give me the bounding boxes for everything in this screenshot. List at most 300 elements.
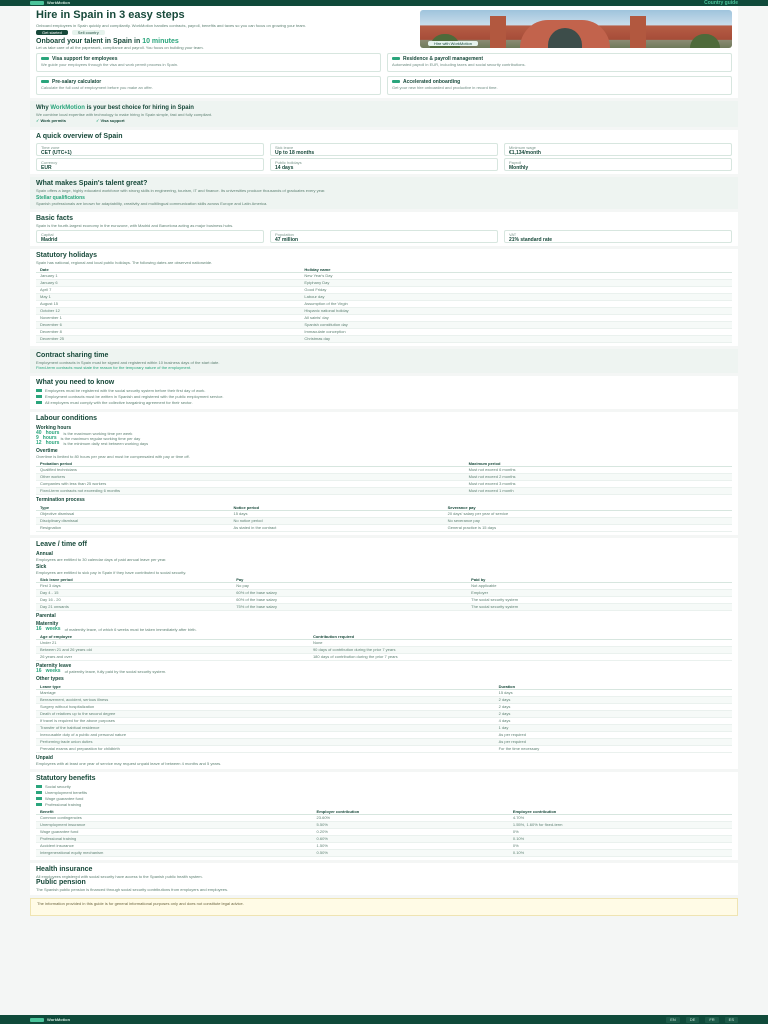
language-link[interactable]: DE bbox=[686, 1017, 700, 1023]
need-item bbox=[36, 388, 732, 393]
table-cell: 26 years and over bbox=[36, 654, 309, 661]
card-desc: Automated payroll in EUR, including taxes and social security contributions. bbox=[392, 62, 526, 67]
table-row bbox=[36, 718, 732, 725]
disclaimer: The information provided in this guide is for general informational purposes only and does not constitute legal advice. bbox=[30, 898, 738, 916]
table-header: Contribution required bbox=[309, 634, 732, 640]
basics-label: Population bbox=[275, 232, 294, 237]
table-row bbox=[36, 287, 732, 294]
table-row bbox=[36, 329, 732, 336]
basics-grid bbox=[36, 230, 732, 243]
table-cell: May 1 bbox=[36, 294, 300, 301]
table-row bbox=[36, 822, 732, 829]
table-cell: No notice period bbox=[229, 518, 443, 525]
table-row bbox=[36, 525, 732, 532]
table-cell: 2 days bbox=[495, 697, 732, 704]
table-cell: 0% bbox=[509, 829, 732, 836]
table-cell: August 15 bbox=[36, 301, 300, 308]
table-row bbox=[36, 518, 732, 525]
language-link[interactable]: ES bbox=[725, 1017, 738, 1023]
hours-unit: hours bbox=[45, 430, 60, 436]
holidays-table bbox=[36, 267, 732, 343]
hours-unit: hours bbox=[42, 435, 57, 441]
hero-image-tower bbox=[630, 16, 646, 48]
onboard-card[interactable] bbox=[36, 53, 381, 72]
annual-label: Annual bbox=[36, 551, 53, 557]
probation-table bbox=[36, 461, 732, 495]
table-cell: All saints' day bbox=[300, 315, 732, 322]
table-cell: Unemployment insurance bbox=[36, 822, 313, 829]
pension-title: Public pension bbox=[36, 879, 86, 886]
overview-grid bbox=[36, 143, 732, 171]
benefit-item bbox=[36, 790, 732, 795]
table-cell: 2 days bbox=[495, 704, 732, 711]
other-label: Other types bbox=[36, 676, 64, 682]
overview-label: Public holidays bbox=[275, 160, 302, 165]
table-header: Paid by bbox=[467, 577, 732, 583]
table-cell: Must not exceed 2 months bbox=[465, 474, 732, 481]
table-header: Date bbox=[36, 267, 300, 273]
bullet-icon bbox=[36, 389, 42, 392]
table-cell: Between 21 and 26 years old bbox=[36, 647, 309, 654]
hours-unit: hours bbox=[45, 440, 60, 446]
table-cell: 2 days bbox=[495, 711, 732, 718]
table-cell: December 6 bbox=[36, 322, 300, 329]
table-header: Sick leave period bbox=[36, 577, 232, 583]
overview-value: Monthly bbox=[509, 165, 529, 171]
card-desc: We guide your employees through the visa and work permit process in Spain. bbox=[41, 62, 179, 67]
bullet-icon bbox=[36, 803, 42, 806]
hours-text: is the minimum daily rest between working days bbox=[63, 441, 149, 446]
table-header: Type bbox=[36, 505, 229, 511]
working-hours-label: Working hours bbox=[36, 425, 72, 431]
overview-label: Minimum wage bbox=[509, 145, 536, 150]
table-cell: 60% of the base salary bbox=[232, 590, 467, 597]
table-row bbox=[36, 280, 732, 287]
benefit-text: Unemployment benefits bbox=[45, 790, 88, 795]
table-cell: 60% of the base salary bbox=[232, 597, 467, 604]
table-cell: Surgery without hospitalization bbox=[36, 704, 495, 711]
maternity-text: of maternity leave, of which 6 weeks must be taken immediately after birth. bbox=[64, 627, 197, 632]
table-header: Duration bbox=[495, 684, 732, 690]
table-cell: Epiphany Day bbox=[300, 280, 732, 287]
table-cell: Death of relatives up to the second degree bbox=[36, 711, 495, 718]
table-cell: New Year's Day bbox=[300, 273, 732, 280]
table-header: Probation period bbox=[36, 461, 465, 467]
basics-item bbox=[36, 230, 264, 243]
table-header: Employer contribution bbox=[313, 809, 509, 815]
table-header: Pay bbox=[232, 577, 467, 583]
table-cell: Immaculate conception bbox=[300, 329, 732, 336]
pension-text: The Spanish public pension is financed through social security contributions from employers and employees. bbox=[36, 887, 229, 892]
logo[interactable] bbox=[30, 1, 70, 5]
maternity-unit: weeks bbox=[45, 626, 61, 632]
sell-country-button[interactable]: Sell country bbox=[72, 30, 105, 35]
paternity-num: 16 bbox=[36, 668, 42, 674]
table-cell: Inexcusable duty of a public and personal nature bbox=[36, 732, 495, 739]
need-text: All employers must comply with the collective bargaining agreement for their sector. bbox=[45, 400, 193, 405]
table-cell: Fixed-term contracts not exceeding 6 months bbox=[36, 488, 465, 495]
hours-num: 9 bbox=[36, 435, 39, 441]
hours-num: 12 bbox=[36, 440, 42, 446]
health-section bbox=[30, 863, 738, 895]
check-item: ✓ Visa support bbox=[96, 118, 125, 124]
table-row bbox=[36, 308, 732, 315]
overview-section bbox=[30, 130, 738, 174]
maternity-table bbox=[36, 634, 732, 661]
table-row bbox=[36, 583, 732, 590]
need-title: What you need to know bbox=[36, 379, 115, 386]
sick-text: Employees are entitled to sick pay in Spain if they have contributed to social security. bbox=[36, 570, 187, 575]
overview-item bbox=[270, 143, 498, 156]
hours-num: 40 bbox=[36, 430, 42, 436]
need-section bbox=[30, 376, 738, 409]
table-header: Age of employee bbox=[36, 634, 309, 640]
table-cell: Must not exceed 3 months bbox=[465, 481, 732, 488]
table-row bbox=[36, 746, 732, 753]
table-cell: Good Friday bbox=[300, 287, 732, 294]
table-row bbox=[36, 843, 732, 850]
overview-item bbox=[504, 158, 732, 171]
why-desc: We combine local expertise with technology to make hiring in Spain simple, fast and fully compliant. bbox=[36, 112, 213, 117]
table-cell: 75% of the base salary bbox=[232, 604, 467, 611]
table-row bbox=[36, 815, 732, 822]
table-cell: Labour day bbox=[300, 294, 732, 301]
unpaid-label: Unpaid bbox=[36, 755, 53, 761]
table-cell: 1 day bbox=[495, 725, 732, 732]
hero-image-caption[interactable]: Hire with WorkMotion bbox=[428, 41, 478, 46]
onboard-cards bbox=[36, 53, 732, 95]
onboard-subtitle: Let us take care of all the paperwork, compliance and payroll. You focus on building your team. bbox=[36, 45, 204, 50]
holidays-title: Statutory holidays bbox=[36, 252, 98, 259]
table-cell: Accident insurance bbox=[36, 843, 313, 850]
parental-label: Parental bbox=[36, 613, 56, 619]
contract-title: Contract sharing time bbox=[36, 352, 109, 359]
health-text: All employees registered with social security have access to the Spanish public health system. bbox=[36, 874, 203, 879]
card-desc: Calculate the full cost of employment before you make an offer. bbox=[41, 85, 153, 90]
table-cell: 0.50% bbox=[313, 850, 509, 857]
overtime-label: Overtime bbox=[36, 448, 58, 454]
holidays-section bbox=[30, 249, 738, 346]
basics-label: Capital bbox=[41, 232, 54, 237]
table-row bbox=[36, 273, 732, 280]
paternity-unit: weeks bbox=[45, 668, 61, 674]
overview-item bbox=[270, 158, 498, 171]
calculator-icon bbox=[41, 80, 49, 83]
table-cell: Prenatal exams and preparation for childbirth bbox=[36, 746, 495, 753]
onboard-card[interactable] bbox=[387, 76, 732, 95]
hero-title: Hire in Spain in 3 easy steps bbox=[36, 9, 185, 21]
table-row bbox=[36, 836, 732, 843]
basics-title: Basic facts bbox=[36, 215, 73, 222]
unpaid-text: Employees with at least one year of service may request unpaid leave of between 4 months and 5 years. bbox=[36, 761, 222, 766]
talent-sub-label: Stellar qualifications bbox=[36, 195, 85, 201]
hero-section bbox=[30, 6, 738, 98]
table-row bbox=[36, 604, 732, 611]
table-cell: Day 16 - 20 bbox=[36, 597, 232, 604]
footer-logo-text: WorkMotion bbox=[47, 1016, 71, 1022]
paternity-text: of paternity leave, fully paid by the social security system. bbox=[64, 669, 167, 674]
table-cell: December 8 bbox=[36, 329, 300, 336]
basics-value: Madrid bbox=[41, 237, 58, 243]
table-header: Notice period bbox=[229, 505, 443, 511]
bullet-icon bbox=[36, 797, 42, 800]
table-cell: 0.60% bbox=[313, 836, 509, 843]
why-title-suffix: is your best choice for hiring in Spain bbox=[84, 105, 194, 111]
card-title: Residence & payroll management bbox=[403, 56, 484, 62]
table-row bbox=[36, 732, 732, 739]
overview-value: CET (UTC+1) bbox=[41, 150, 72, 156]
table-header: Holiday name bbox=[300, 267, 732, 273]
table-row bbox=[36, 829, 732, 836]
hours-item bbox=[36, 441, 732, 446]
logo-text: WorkMotion bbox=[47, 0, 71, 5]
overview-value: EUR bbox=[41, 165, 52, 171]
language-links bbox=[666, 1017, 738, 1023]
labour-section bbox=[30, 412, 738, 535]
overview-label: Currency bbox=[41, 160, 58, 165]
card-desc: Get your new hire onboarded and productive in record time. bbox=[392, 85, 498, 90]
maternity-num: 16 bbox=[36, 626, 42, 632]
country-guide-link[interactable]: Country guide bbox=[704, 0, 738, 6]
footer bbox=[0, 1015, 768, 1024]
table-cell: Resignation bbox=[36, 525, 229, 532]
card-title: Pre-salary calculator bbox=[52, 79, 102, 85]
table-cell: As per required bbox=[495, 739, 732, 746]
language-link[interactable]: FR bbox=[705, 1017, 718, 1023]
hours-text: is the maximum working time per week bbox=[63, 431, 133, 436]
maternity-item bbox=[36, 627, 732, 632]
table-cell: Companies with less than 25 workers bbox=[36, 481, 465, 488]
table-cell: Disciplinary dismissal bbox=[36, 518, 229, 525]
get-started-button[interactable]: Get started bbox=[36, 30, 68, 35]
table-cell: 4 days bbox=[495, 718, 732, 725]
table-row bbox=[36, 690, 732, 697]
labour-title: Labour conditions bbox=[36, 415, 98, 422]
table-cell: Performing trade union duties bbox=[36, 739, 495, 746]
table-cell: Must not exceed 1 month bbox=[465, 488, 732, 495]
contract-section bbox=[30, 349, 738, 373]
overview-value: 14 days bbox=[275, 165, 294, 171]
onboard-card[interactable] bbox=[387, 53, 732, 72]
table-row bbox=[36, 590, 732, 597]
table-cell: Intergenerational equity mechanism bbox=[36, 850, 313, 857]
table-cell: Hispanic national holiday bbox=[300, 308, 732, 315]
table-row bbox=[36, 301, 732, 308]
onboard-title-prefix: Onboard your talent in Spain in bbox=[36, 38, 143, 45]
table-row bbox=[36, 739, 732, 746]
table-cell: Day 21 onwards bbox=[36, 604, 232, 611]
language-link[interactable]: EN bbox=[666, 1017, 680, 1023]
table-cell: Marriage bbox=[36, 690, 495, 697]
table-cell: Must not exceed 6 months bbox=[465, 467, 732, 474]
table-cell: Bereavement, accident, serious illness bbox=[36, 697, 495, 704]
table-row bbox=[36, 640, 732, 647]
table-row bbox=[36, 467, 732, 474]
why-checks bbox=[36, 118, 732, 124]
table-row bbox=[36, 488, 732, 495]
need-text: Employment contracts must be written in Spanish and registered with the public employment service. bbox=[45, 394, 224, 399]
benefit-text: Social security bbox=[45, 784, 71, 789]
logo-icon bbox=[30, 1018, 44, 1022]
table-cell: 0.20% bbox=[313, 829, 509, 836]
table-row bbox=[36, 704, 732, 711]
table-cell: Spanish constitution day bbox=[300, 322, 732, 329]
why-title bbox=[36, 104, 732, 112]
basics-item bbox=[504, 230, 732, 243]
contract-text: Employment contracts in Spain must be signed and registered within 10 business days of the start date. bbox=[36, 360, 220, 365]
table-cell: The social security system bbox=[467, 597, 732, 604]
bullet-icon bbox=[36, 395, 42, 398]
basics-label: VAT bbox=[509, 232, 517, 237]
why-title-prefix: Why bbox=[36, 105, 51, 111]
hero-intro: Onboard employees in Spain quickly and compliantly. WorkMotion handles contracts, payroll, benefits and taxes so you can focus on growing your team. bbox=[36, 23, 306, 28]
table-header: Severance pay bbox=[444, 505, 732, 511]
basics-item bbox=[270, 230, 498, 243]
need-item bbox=[36, 394, 732, 399]
need-item bbox=[36, 400, 732, 405]
leave-section bbox=[30, 538, 738, 769]
talent-text: Spain offers a large, highly educated workforce with strong skills in engineering, tourism, IT and finance. Its universities produce thousands of graduates every year. bbox=[36, 188, 326, 193]
table-cell: Professional training bbox=[36, 836, 313, 843]
table-row bbox=[36, 474, 732, 481]
table-header: Leave type bbox=[36, 684, 495, 690]
leave-title: Leave / time off bbox=[36, 541, 87, 548]
benefit-text: Wage guarantee fund bbox=[45, 796, 84, 801]
basics-section bbox=[30, 212, 738, 246]
table-cell: If travel is required for the above purposes bbox=[36, 718, 495, 725]
paternity-item bbox=[36, 669, 732, 674]
benefit-text: Professional training bbox=[45, 802, 82, 807]
table-cell: Under 21 bbox=[36, 640, 309, 647]
table-header: Benefit bbox=[36, 809, 313, 815]
benefit-item bbox=[36, 802, 732, 807]
table-row bbox=[36, 697, 732, 704]
table-cell: 0.10% bbox=[509, 850, 732, 857]
visa-icon bbox=[41, 57, 49, 60]
health-title: Health insurance bbox=[36, 866, 93, 873]
footer-logo[interactable] bbox=[30, 1018, 70, 1022]
maternity-label: Maternity bbox=[36, 621, 59, 627]
talent-sub-text: Spanish professionals are known for adaptability, creativity and multilingual communication skills across Europe and Latin America. bbox=[36, 201, 268, 206]
overview-item bbox=[504, 143, 732, 156]
hours-text: is the maximum regular working time per day bbox=[60, 436, 141, 441]
table-cell: 15 days bbox=[495, 690, 732, 697]
termination-label: Termination process bbox=[36, 497, 85, 503]
table-cell: 23.60% bbox=[313, 815, 509, 822]
table-row bbox=[36, 336, 732, 343]
overview-label: Sick leave bbox=[275, 145, 294, 150]
table-row bbox=[36, 711, 732, 718]
benefits-title: Statutory benefits bbox=[36, 775, 96, 782]
table-row bbox=[36, 597, 732, 604]
table-cell: January 1 bbox=[36, 273, 300, 280]
table-cell: Qualified technicians bbox=[36, 467, 465, 474]
table-cell: 5.50% bbox=[313, 822, 509, 829]
table-cell: January 6 bbox=[36, 280, 300, 287]
overview-title: A quick overview of Spain bbox=[36, 133, 123, 140]
table-cell: December 25 bbox=[36, 336, 300, 343]
table-cell: Christmas day bbox=[300, 336, 732, 343]
benefits-table bbox=[36, 809, 732, 857]
benefits-section bbox=[30, 772, 738, 860]
overview-item bbox=[36, 143, 264, 156]
card-title: Visa support for employees bbox=[52, 56, 118, 62]
talent-title: What makes Spain's talent great? bbox=[36, 180, 148, 187]
table-cell: 1.50% bbox=[313, 843, 509, 850]
bullet-icon bbox=[36, 401, 42, 404]
card-title: Accelerated onboarding bbox=[403, 79, 461, 85]
table-cell: Common contingencies bbox=[36, 815, 313, 822]
table-row bbox=[36, 294, 732, 301]
payroll-icon bbox=[392, 57, 400, 60]
table-row bbox=[36, 850, 732, 857]
table-cell: Objective dismissal bbox=[36, 511, 229, 518]
table-cell: 0.10% bbox=[509, 836, 732, 843]
overview-item bbox=[36, 158, 264, 171]
table-row bbox=[36, 315, 732, 322]
table-header: Employee contribution bbox=[509, 809, 732, 815]
contract-note: Fixed-term contracts must state the reason for the temporary nature of the employment. bbox=[36, 365, 192, 370]
talent-section bbox=[30, 177, 738, 209]
table-row bbox=[36, 725, 732, 732]
table-cell: 180 days of contribution during the prior 7 years bbox=[309, 654, 732, 661]
table-row bbox=[36, 654, 732, 661]
table-header: Maximum period bbox=[465, 461, 732, 467]
table-cell: General practice is 15 days bbox=[444, 525, 732, 532]
need-text: Employees must be registered with the social security system before their first day of work. bbox=[45, 388, 206, 393]
overview-label: Time zone bbox=[41, 145, 60, 150]
basics-text: Spain is the fourth-largest economy in the eurozone, with Madrid and Barcelona acting as major business hubs. bbox=[36, 223, 234, 228]
table-cell: Day 4 - 15 bbox=[36, 590, 232, 597]
table-cell: 90 days of contribution during the prior 7 years bbox=[309, 647, 732, 654]
table-cell: Assumption of the Virgin bbox=[300, 301, 732, 308]
table-cell: Other workers bbox=[36, 474, 465, 481]
onboard-card[interactable] bbox=[36, 76, 381, 95]
annual-text: Employees are entitled to 30 calendar days of paid annual leave per year. bbox=[36, 557, 167, 562]
overview-label: Payroll bbox=[509, 160, 522, 165]
table-cell: 15 days bbox=[229, 511, 443, 518]
table-cell: 1.55%, 1.60% for fixed-term bbox=[509, 822, 732, 829]
table-cell: The social security system bbox=[467, 604, 732, 611]
overview-value: Up to 18 months bbox=[275, 150, 315, 156]
sick-table bbox=[36, 577, 732, 611]
benefit-item bbox=[36, 784, 732, 789]
table-cell: Employer bbox=[467, 590, 732, 597]
check-item: ✓ Work permits bbox=[36, 118, 66, 124]
table-cell: For the time necessary bbox=[495, 746, 732, 753]
bullet-icon bbox=[36, 785, 42, 788]
table-cell: Transfer of the habitual residence bbox=[36, 725, 495, 732]
why-title-accent: WorkMotion bbox=[50, 105, 85, 111]
table-cell: No severance pay bbox=[444, 518, 732, 525]
table-cell: Wage guarantee fund bbox=[36, 829, 313, 836]
other-leave-table bbox=[36, 684, 732, 753]
table-cell: November 1 bbox=[36, 315, 300, 322]
table-cell: No pay bbox=[232, 583, 467, 590]
why-section bbox=[30, 101, 738, 127]
hero-image-tree bbox=[690, 34, 720, 48]
termination-table bbox=[36, 505, 732, 532]
basics-value: 47 million bbox=[275, 237, 299, 243]
logo-icon bbox=[30, 1, 44, 5]
table-cell: None bbox=[309, 640, 732, 647]
paternity-label: Paternity leave bbox=[36, 663, 72, 669]
table-cell: As stated in the contract bbox=[229, 525, 443, 532]
rocket-icon bbox=[392, 80, 400, 83]
hero-image bbox=[420, 10, 732, 48]
table-cell: 4.70% bbox=[509, 815, 732, 822]
holidays-text: Spain has national, regional and local public holidays. The following dates are observed nationwide. bbox=[36, 260, 213, 265]
